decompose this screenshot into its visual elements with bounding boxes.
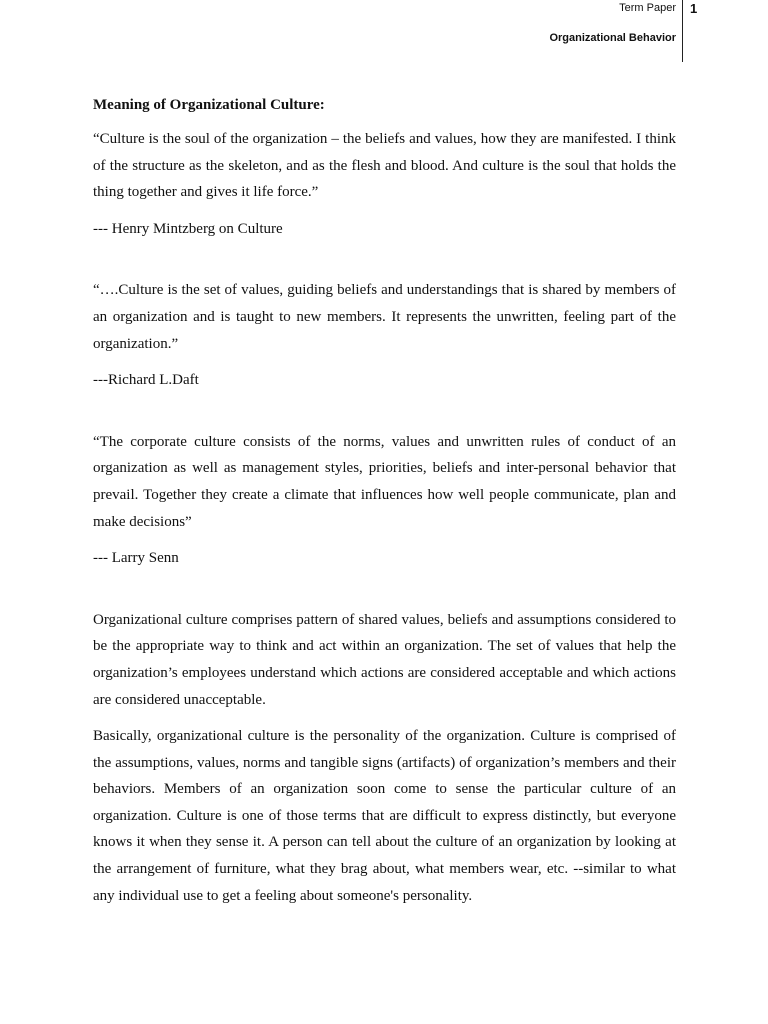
page-number: 1 bbox=[690, 1, 698, 16]
header-divider bbox=[682, 0, 683, 62]
section-heading: Meaning of Organizational Culture: bbox=[93, 97, 325, 113]
spacer bbox=[93, 572, 676, 607]
header-doc-type: Term Paper bbox=[619, 2, 676, 14]
page-header bbox=[0, 0, 768, 62]
spacer bbox=[93, 242, 676, 277]
paragraph-personality: Basically, organizational culture is the personality of the organization. Culture is comprised of the assumptions, values, norms and tangible signs (artifacts) of organization’s members and their behaviors. Members of an organization soon come to sense the particular culture of an organization. Culture is one of those terms that are difficult to express distinctly, but everyone knows it when they sense it. A person can tell about the culture of an organization by looking at the arrangement of furniture, what they brag about, what members wear, etc. --similar to what any individual use to get a feeling about someone's personality. bbox=[93, 728, 676, 904]
paragraph-definition: Organizational culture comprises pattern of shared values, beliefs and assumptions considered to be the appropriate way to think and act within an organization. The set of values that help the organization’s employees understand which actions are considered acceptable and which actions are considered unacceptable. bbox=[93, 611, 676, 708]
attribution-senn: --- Larry Senn bbox=[93, 550, 179, 567]
document-body bbox=[93, 94, 676, 909]
spacer bbox=[93, 357, 676, 367]
spacer bbox=[93, 713, 676, 723]
spacer bbox=[93, 535, 676, 545]
quote-senn: “The corporate culture consists of the norms, values and unwritten rules of conduct of an organization as well as management styles, priorities, beliefs and inter-personal behavior that prevail. Together they create a climate that influences how well people communicate, plan and make decisions” bbox=[93, 433, 676, 530]
spacer bbox=[93, 394, 676, 429]
header-course-title: Organizational Behavior bbox=[549, 32, 676, 44]
quote-mintzberg: “Culture is the soul of the organization – the beliefs and values, how they are manifested. I think of the structure as the skeleton, and as the flesh and blood. And culture is the soul that holds the thing together and gives it life force.” bbox=[93, 131, 676, 201]
quote-daft: “….Culture is the set of values, guiding beliefs and understandings that is shared by members of an organization and is taught to new members. It represents the unwritten, feeling part of the organization.” bbox=[93, 282, 676, 352]
attribution-mintzberg: --- Henry Mintzberg on Culture bbox=[93, 220, 283, 237]
attribution-daft: ---Richard L.Daft bbox=[93, 372, 199, 389]
spacer bbox=[93, 206, 676, 216]
